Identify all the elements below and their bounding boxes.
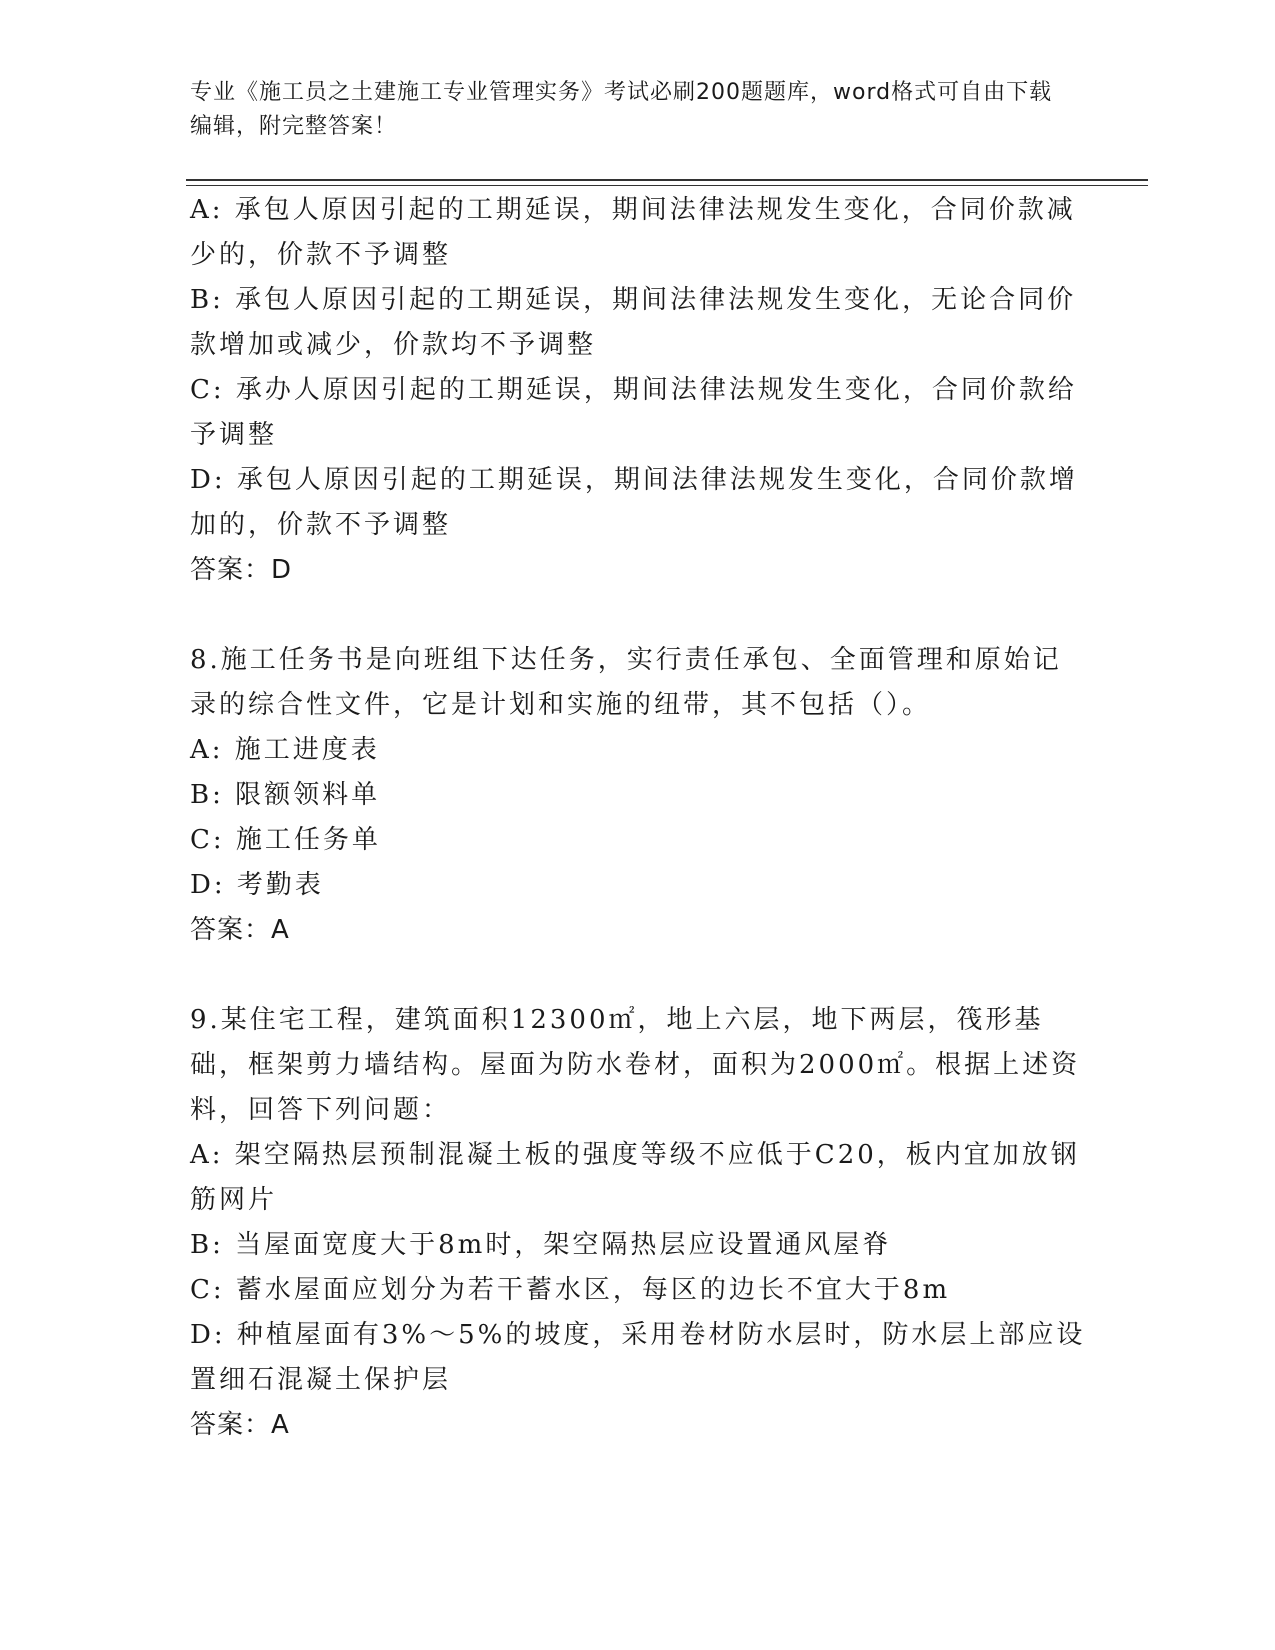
question-text: 8.施工任务书是向班组下达任务，实行责任承包、全面管理和原始记录的综合性文件，它是计划和实施的纽带，其不包括（）。	[190, 645, 1062, 720]
option-a: A: 施工进度表	[190, 735, 380, 765]
answer: 答案：D	[190, 555, 293, 585]
question-7	[190, 188, 1090, 593]
header-rule-thick	[186, 179, 1148, 181]
option-d: D: 承包人原因引起的工期延误，期间法律法规发生变化，合同价款增加的，价款不予调整	[190, 465, 1078, 540]
option-b: B: 承包人原因引起的工期延误，期间法律法规发生变化，无论合同价款增加或减少，价款均不予调整	[190, 285, 1077, 360]
option-c: C: 承办人原因引起的工期延误，期间法律法规发生变化，合同价款给予调整	[190, 375, 1077, 450]
document-header: 专业《施工员之土建施工专业管理实务》考试必刷200题题库，word格式可自由下载编辑，附完整答案！	[190, 80, 1053, 139]
question-text: 9.某住宅工程，建筑面积12300㎡，地上六层，地下两层，筏形基础，框架剪力墙结构。屋面为防水卷材，面积为2000㎡。根据上述资料，回答下列问题：	[190, 1005, 1081, 1125]
option-a: A: 架空隔热层预制混凝土板的强度等级不应低于C20，板内宜加放钢筋网片	[190, 1140, 1080, 1215]
question-content	[190, 188, 1090, 1448]
spacer	[190, 953, 1090, 998]
option-d: D: 考勤表	[190, 870, 324, 900]
option-d: D: 种植屋面有3%～5%的坡度，采用卷材防水层时，防水层上部应设置细石混凝土保护层	[190, 1320, 1086, 1395]
option-a: A: 承包人原因引起的工期延误，期间法律法规发生变化，合同价款减少的，价款不予调整	[190, 195, 1076, 270]
question-8	[190, 638, 1090, 953]
header-rule-thin	[186, 185, 1148, 186]
option-c: C: 施工任务单	[190, 825, 381, 855]
question-9	[190, 998, 1090, 1448]
spacer	[190, 593, 1090, 638]
answer: 答案：A	[190, 915, 290, 945]
option-c: C: 蓄水屋面应划分为若干蓄水区，每区的边长不宜大于8m	[190, 1275, 951, 1305]
answer: 答案：A	[190, 1410, 290, 1440]
option-b: B: 限额领料单	[190, 780, 381, 810]
option-b: B: 当屋面宽度大于8m时，架空隔热层应设置通风屋脊	[190, 1230, 892, 1260]
